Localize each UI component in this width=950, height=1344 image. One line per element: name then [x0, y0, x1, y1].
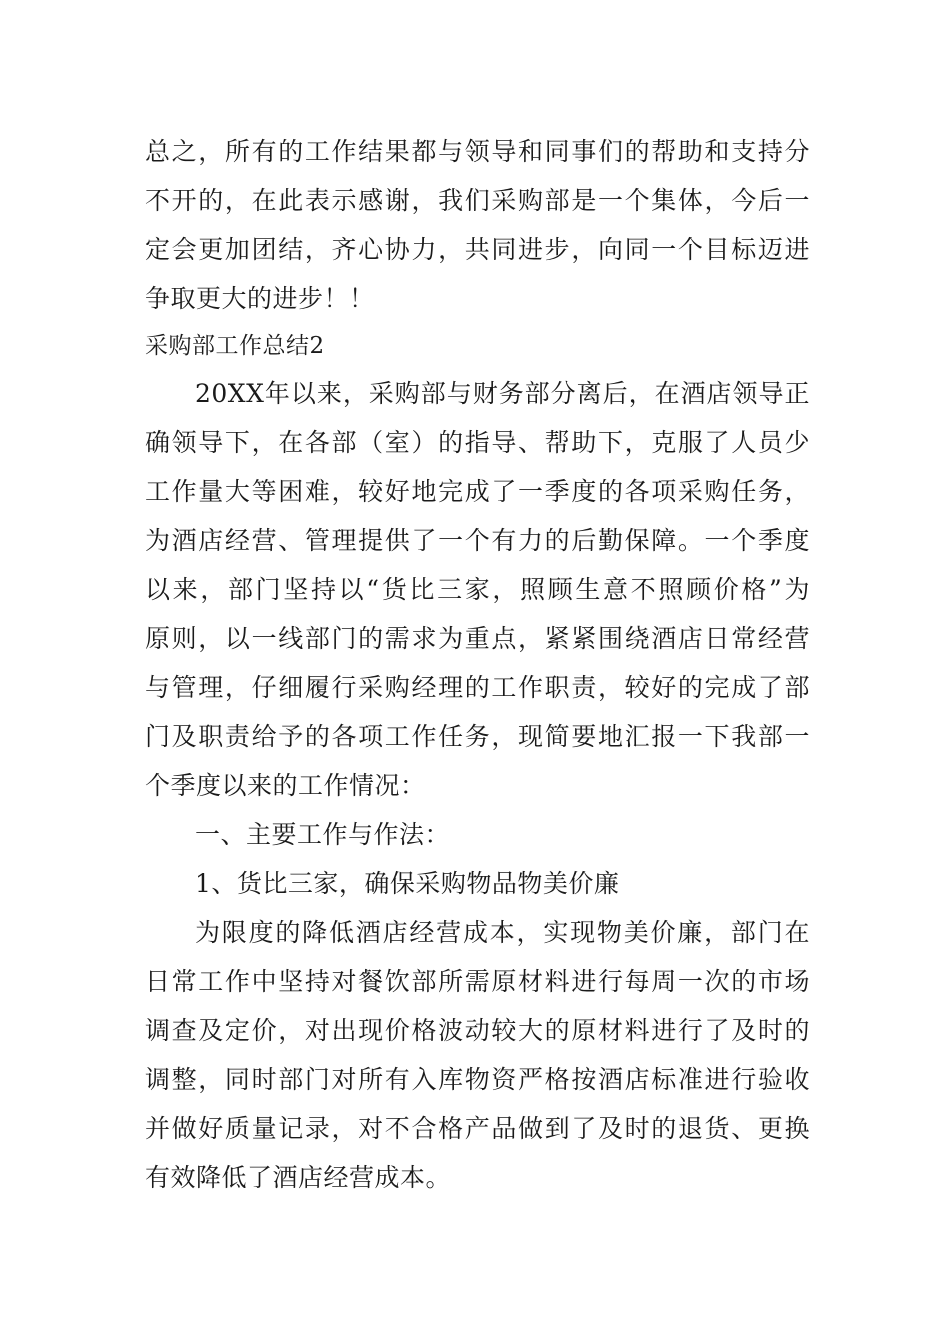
paragraph-line: 总之，所有的工作结果都与领导和同事们的帮助和支持分	[145, 137, 810, 166]
paragraph-line: 调查及定价，对出现价格波动较大的原材料进行了及时的	[145, 1016, 810, 1045]
closing-paragraph	[145, 127, 810, 323]
paragraph-line: 为酒店经营、管理提供了一个有力的后勤保障。一个季度	[145, 526, 810, 555]
body-paragraph	[145, 908, 810, 1202]
section-title: 采购部工作总结2	[145, 333, 325, 359]
paragraph-line: 以来，部门坚持以“货比三家，照顾生意不照顾价格”为	[145, 575, 810, 604]
paragraph-line: 门及职责给予的各项工作任务，现简要地汇报一下我部一	[145, 722, 810, 751]
paragraph-line: 原则，以一线部门的需求为重点，紧紧围绕酒店日常经营	[145, 624, 810, 653]
intro-paragraph	[145, 369, 810, 810]
paragraph-line: 不开的，在此表示感谢，我们采购部是一个集体，今后一	[145, 186, 810, 215]
heading-main-work: 一、主要工作与作法：	[195, 820, 451, 849]
document-body	[145, 127, 810, 1202]
paragraph-line: 有效降低了酒店经营成本。	[145, 1163, 452, 1192]
subheading-price-comparison: 1、货比三家，确保采购物品物美价廉	[195, 869, 620, 898]
paragraph-line: 20XX年以来，采购部与财务部分离后，在酒店领导正	[195, 379, 810, 408]
paragraph-line: 并做好质量记录，对不合格产品做到了及时的退货、更换	[145, 1114, 810, 1143]
paragraph-line: 工作量大等困难，较好地完成了一季度的各项采购任务，	[145, 477, 810, 506]
paragraph-line: 争取更大的进步！！	[145, 284, 375, 313]
paragraph-line: 为限度的降低酒店经营成本，实现物美价廉，部门在	[195, 918, 810, 947]
paragraph-line: 定会更加团结，齐心协力，共同进步，向同一个目标迈进	[145, 235, 810, 264]
paragraph-line: 与管理，仔细履行采购经理的工作职责，较好的完成了部	[145, 673, 810, 702]
paragraph-line: 日常工作中坚持对餐饮部所需原材料进行每周一次的市场	[145, 967, 810, 996]
paragraph-line: 确领导下，在各部（室）的指导、帮助下，克服了人员少	[145, 428, 810, 457]
paragraph-line: 个季度以来的工作情况：	[145, 771, 426, 800]
paragraph-line: 调整，同时部门对所有入库物资严格按酒店标准进行验收	[145, 1065, 810, 1094]
